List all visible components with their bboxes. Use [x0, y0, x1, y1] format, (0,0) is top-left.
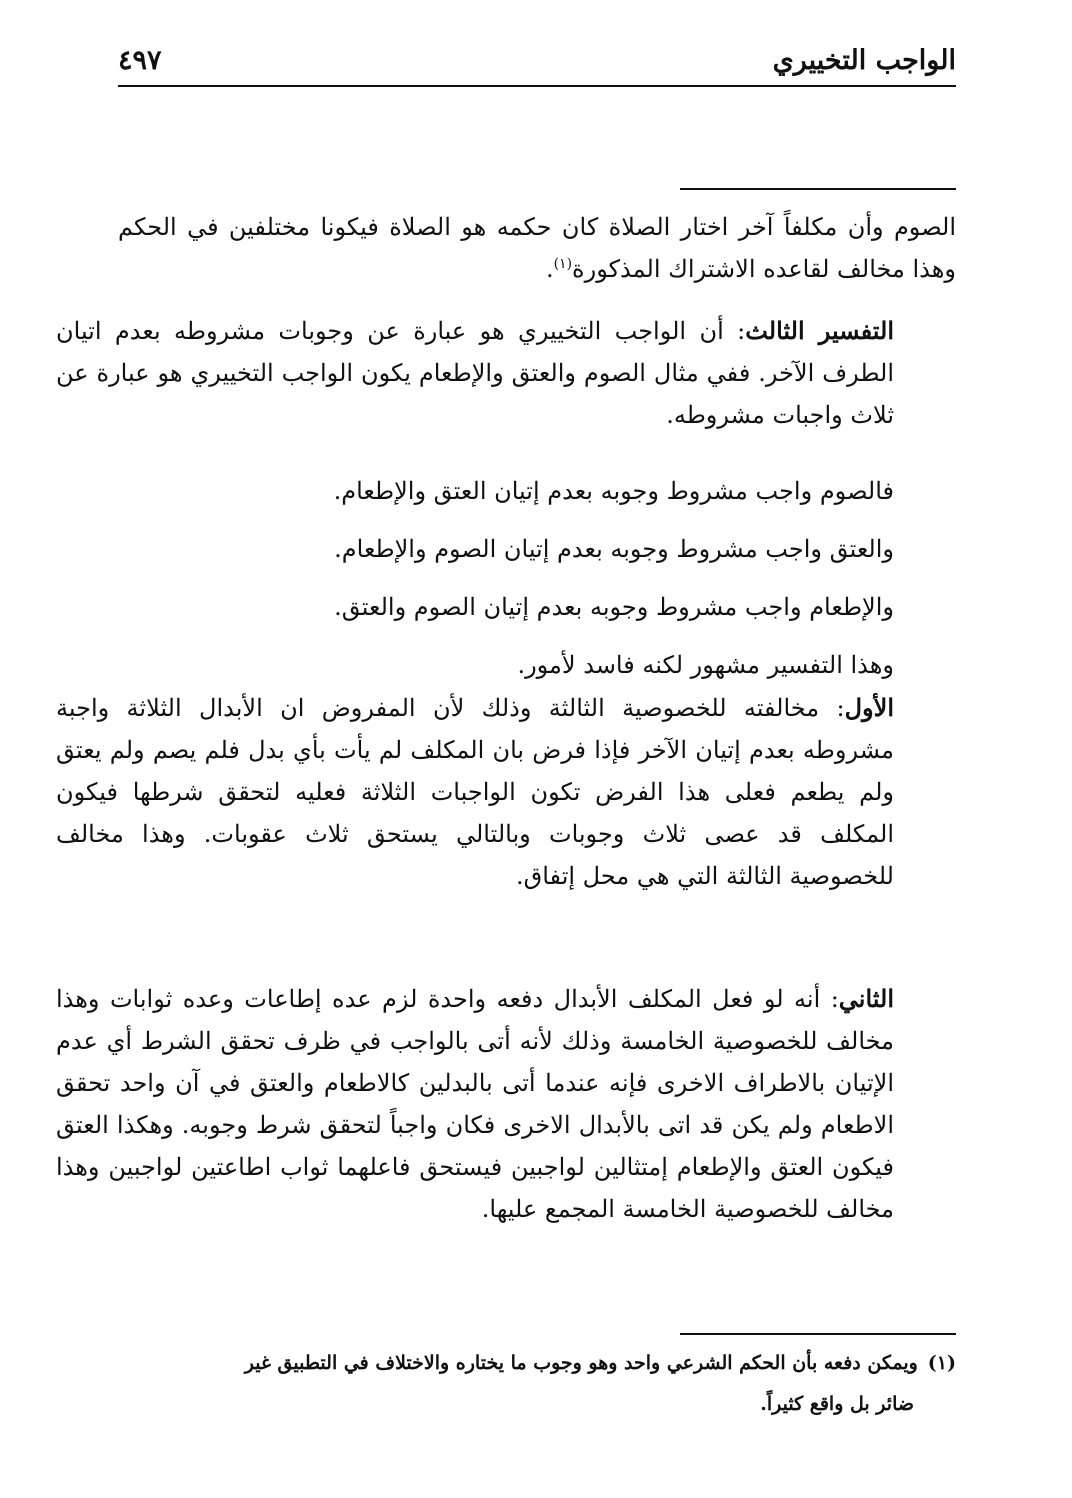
paragraph-heading: الأول	[844, 693, 894, 722]
footnote-reference: (١)	[553, 256, 573, 272]
paragraph-text: الصوم وأن مكلفاً آخر اختار الصلاة كان حكمه هو الصلاة فيكونا مختلفين في الحكم وهذا مخالف لقاعده الاشتراك المذكورة	[118, 213, 956, 283]
page-number: ٤٩٧	[118, 44, 162, 76]
section-divider	[680, 188, 956, 190]
paragraph-text: : أنه لو فعل المكلف الأبدال دفعه واحدة لزم عده إطاعات وعده ثوابات وهذا مخالف للخصوصية الخامسة وذلك لأنه أتى بالواجب في ظرف تحقق الشرط أي عدم الإتيان بالاطراف الاخرى فإنه عندما أتى بالبدلين كالاطعام والعتق في آن واحد تحقق الاطعام ولم يكن قد اتى بالأبدال الاخرى فكان واجباً لتحقق شرط وجوبه. وهكذا العتق فيكون العتق والإطعام إمتثالين لواجبين فيستحق فاعلهما ثواب اطاعتين لواجبين وهذا مخالف للخصوصية الخامسة المجمع عليها.	[56, 985, 894, 1223]
footnote-text: ويمكن دفعه بأن الحكم الشرعي واحد وهو وجوب ما يختاره والاختلاف في التطبيق غير	[244, 1352, 918, 1374]
book-page	[56, 0, 956, 1498]
footnote	[118, 1343, 956, 1425]
footnote-marker: (١)	[927, 1352, 956, 1374]
paragraph-heading: الثاني	[838, 984, 895, 1013]
paragraph-text: : أن الواجب التخييري هو عبارة عن وجوبات مشروطه بعدم اتيان الطرف الآخر. ففي مثال الصوم والعتق والإطعام يكون الواجب التخييري هو عبارة عن ثلاث واجبات مشروطه.	[56, 317, 894, 429]
paragraph-first-objection	[56, 687, 956, 897]
paragraph-end: .	[545, 255, 554, 283]
paragraph-third-interpretation	[56, 310, 956, 436]
footnote-divider	[680, 1333, 956, 1335]
paragraph-continuation	[118, 206, 956, 290]
chapter-title: الواجب التخييري	[772, 44, 956, 76]
running-header	[118, 38, 956, 82]
list-item: والعتق واجب مشروط وجوبه بعدم إتيان الصوم والإطعام.	[334, 535, 894, 563]
header-divider	[118, 85, 956, 87]
paragraph-heading: التفسير الثالث	[745, 316, 894, 345]
paragraph-text: : مخالفته للخصوصية الثالثة وذلك لأن المفروض ان الأبدال الثلاثة واجبة مشروطه بعدم إتيان الآخر فإذا فرض بان المكلف لم يأت بأي بدل فلم يصم ولم يعتق ولم يطعم فعلى هذا الفرض تكون الواجبات الثلاثة فعليه لتحقق شرطها فيكون المكلف قد عصى ثلاث وجوبات وبالتالي يستحق ثلاث عقوبات. وهذا مخالف للخصوصية الثالثة التي هي محل إتفاق.	[56, 694, 895, 890]
conditions-list	[194, 462, 894, 694]
footnote-continuation: ضائر بل واقع كثيراً.	[760, 1393, 914, 1415]
paragraph-second-objection	[56, 978, 956, 1230]
list-item: وهذا التفسير مشهور لكنه فاسد لأمور.	[517, 651, 894, 679]
list-item: فالصوم واجب مشروط وجوبه بعدم إتيان العتق والإطعام.	[333, 477, 894, 505]
list-item: والإطعام واجب مشروط وجوبه بعدم إتيان الصوم والعتق.	[334, 593, 894, 621]
